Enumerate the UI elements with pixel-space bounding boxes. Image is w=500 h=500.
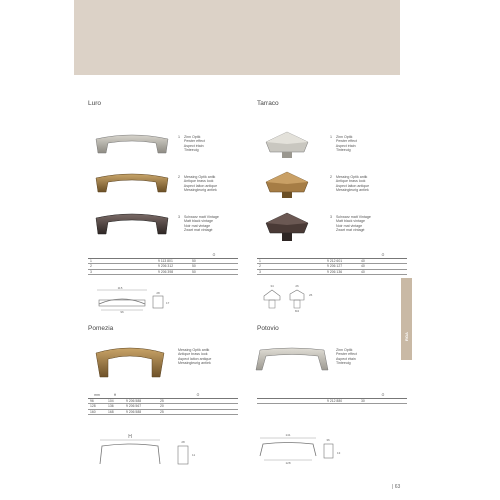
luro-pewter-handle [92, 133, 172, 155]
side-tab [401, 278, 412, 360]
table-row: 1 9 212 601 40 [257, 258, 407, 264]
table-row: 3 9 206 136 40 [257, 269, 407, 275]
table-row: 128 136 9 206 567 20 [88, 404, 238, 410]
table-row: 9 212 880 30 [257, 398, 407, 404]
pomezia-title: Pomezia [88, 325, 114, 332]
potovio-title: Potovio [257, 325, 279, 332]
svg-text:M4: M4 [294, 309, 300, 313]
finish-icon: Ö [158, 393, 238, 398]
svg-text:96: 96 [120, 310, 124, 314]
svg-text:11: 11 [192, 453, 196, 457]
svg-text:13: 13 [337, 451, 341, 455]
svg-text:28: 28 [181, 440, 185, 444]
luro-black-handle [92, 212, 172, 236]
svg-text:36: 36 [326, 438, 330, 442]
potovio-pewter-handle [252, 344, 332, 374]
finish-icon: Ö [359, 393, 407, 398]
svg-text:26: 26 [309, 293, 313, 297]
table-row: 160 168 9 206 588 25 [88, 409, 238, 415]
tarraco-dimension-drawing [262, 284, 322, 312]
pomezia-brass-handle [90, 343, 170, 379]
hero-banner [74, 0, 400, 75]
potovio-table [257, 393, 407, 404]
luro-variant-2: 2 Messing Optik antik Antique brass look Aspect laiton antique Messingleurig antiek [178, 175, 218, 193]
tarraco-table [257, 253, 407, 275]
finish-icon: Ö [359, 253, 407, 258]
potovio-description: Zinn Optik Pewter effect Aspect étain Tinteeuig [336, 348, 357, 366]
tarraco-title: Tarraco [257, 100, 279, 107]
luro-variant-1: 1 Zinn Optik Pewter effect Aspect étain Tinteeuig [178, 135, 205, 153]
tarraco-variant-1: 1 Zinn Optik Pewter effect Aspect étain Tinteeuig [330, 135, 357, 153]
luro-title: Luro [88, 100, 102, 107]
potovio-dimension-drawing [258, 432, 348, 466]
tarraco-black-knob [262, 211, 312, 243]
svg-text:28: 28 [156, 291, 160, 295]
table-row: 1 9 113 801 50 [88, 258, 238, 264]
pomezia-table: mm H Ö 96 104 9 206 588 25 128 136 9 206 567 20 160 168 9 206 588 25 [88, 393, 238, 415]
svg-text:26: 26 [295, 284, 299, 288]
luro-variant-3: 3 Schwarz matt Vintage Matt black vintage Noir mat vintage Zwart mat vintagé [178, 215, 219, 233]
side-tab-label: RGA [403, 332, 409, 341]
pomezia-description: Messing Optik antik Antique brass look Aspect laiton antique Messingleurig antiek [178, 348, 212, 366]
luro-variant-1-text: Zinn Optik Pewter effect Aspect étain Tinteeuig [183, 135, 205, 153]
tarraco-variant-2: 2 Messing Optik antik Antique brass look Aspect laiton antique Messingleurig antiek [330, 175, 370, 193]
table-row: 2 9 206 127 40 [257, 264, 407, 270]
page-number: | 63 [392, 484, 401, 490]
finish-icon: Ö [190, 253, 238, 258]
tarraco-pewter-knob [262, 130, 312, 160]
pomezia-dimension-drawing [95, 432, 205, 468]
luro-dimension-drawing [95, 286, 170, 314]
tarraco-brass-knob [262, 170, 312, 200]
table-row: 2 9 206 312 50 [88, 264, 238, 270]
svg-text:128: 128 [285, 461, 291, 465]
tarraco-variant-3: 3 Schwarz matt Vintage Matt black vintage Noir mat vintage Zwart mat vintagé [330, 215, 371, 233]
luro-brass-handle [92, 172, 172, 194]
svg-text:H: H [128, 434, 132, 440]
table-row: 3 9 206 398 50 [88, 269, 238, 275]
table-row: 96 104 9 206 588 25 [88, 398, 238, 404]
svg-text:34: 34 [270, 284, 274, 288]
luro-table [88, 253, 238, 275]
dim-115: 115 [117, 286, 123, 290]
svg-text:17: 17 [166, 301, 170, 305]
svg-text:141: 141 [285, 433, 291, 437]
